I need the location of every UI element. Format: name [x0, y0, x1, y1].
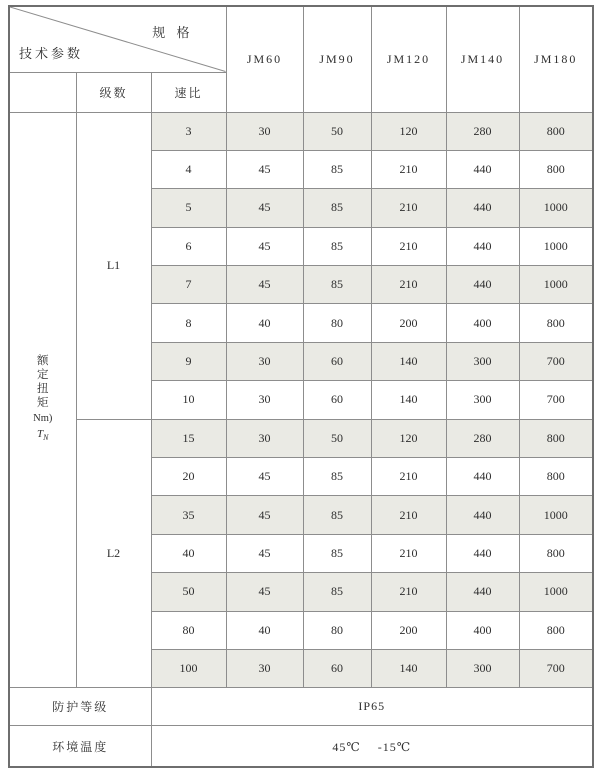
model-column-header-jm90: JM90 [303, 6, 371, 112]
torque-value-cell: 440 [446, 189, 519, 227]
torque-value-cell: 210 [371, 266, 446, 304]
torque-value-cell: 400 [446, 611, 519, 649]
torque-value-cell: 800 [519, 150, 593, 188]
torque-value-cell: 30 [226, 342, 303, 380]
torque-value-cell: 80 [303, 611, 371, 649]
ambient-temperature-value: 45℃ -15℃ [151, 726, 593, 767]
torque-value-cell: 45 [226, 534, 303, 572]
torque-value-cell: 300 [446, 649, 519, 687]
torque-value-cell: 440 [446, 534, 519, 572]
ratio-cell: 80 [151, 611, 226, 649]
ratio-cell: 15 [151, 419, 226, 457]
torque-value-cell: 400 [446, 304, 519, 342]
torque-value-cell: 210 [371, 189, 446, 227]
torque-value-cell: 1000 [519, 189, 593, 227]
ratio-cell: 3 [151, 112, 226, 150]
diagonal-header-cell [9, 6, 226, 72]
torque-value-cell: 30 [226, 419, 303, 457]
protection-grade-row [9, 688, 593, 726]
torque-value-cell: 800 [519, 304, 593, 342]
stage-count-header: 级数 [76, 72, 151, 112]
torque-value-cell: 45 [226, 189, 303, 227]
torque-value-cell: 45 [226, 496, 303, 534]
torque-value-cell: 280 [446, 419, 519, 457]
blank-header-cell [9, 72, 76, 112]
ratio-cell: 7 [151, 266, 226, 304]
stage-cell-l2: L2 [76, 419, 151, 688]
torque-value-cell: 45 [226, 573, 303, 611]
torque-value-cell: 800 [519, 419, 593, 457]
ratio-cell: 100 [151, 649, 226, 687]
torque-value-cell: 210 [371, 573, 446, 611]
torque-value-cell: 85 [303, 227, 371, 265]
rated-torque-label-cell: 额 定 扭 矩 Nm) $T_N$ [9, 112, 76, 688]
torque-value-cell: 1000 [519, 227, 593, 265]
torque-value-cell: 200 [371, 611, 446, 649]
torque-value-cell: 60 [303, 649, 371, 687]
torque-value-cell: 45 [226, 458, 303, 496]
torque-value-cell: 440 [446, 573, 519, 611]
torque-value-cell: 1000 [519, 573, 593, 611]
protection-grade-label: 防护等级 [9, 688, 151, 726]
torque-value-cell: 85 [303, 496, 371, 534]
torque-value-cell: 85 [303, 150, 371, 188]
ratio-cell: 50 [151, 573, 226, 611]
torque-value-cell: 50 [303, 112, 371, 150]
torque-value-cell: 210 [371, 534, 446, 572]
torque-value-cell: 45 [226, 266, 303, 304]
params-axis-label: 技术参数 [19, 45, 84, 61]
ratio-cell: 4 [151, 150, 226, 188]
torque-value-cell: 85 [303, 573, 371, 611]
torque-value-cell: 210 [371, 496, 446, 534]
torque-value-cell: 1000 [519, 496, 593, 534]
torque-value-cell: 440 [446, 227, 519, 265]
torque-value-cell: 440 [446, 266, 519, 304]
table-row [9, 419, 593, 457]
ambient-temperature-label: 环境温度 [9, 726, 151, 767]
torque-value-cell: 85 [303, 534, 371, 572]
stage-cell-l1: L1 [76, 112, 151, 419]
ratio-cell: 40 [151, 534, 226, 572]
torque-value-cell: 50 [303, 419, 371, 457]
technical-parameters-table [8, 5, 594, 768]
model-column-header-jm140: JM140 [446, 6, 519, 112]
model-column-header-jm120: JM120 [371, 6, 446, 112]
torque-value-cell: 30 [226, 649, 303, 687]
ratio-cell: 9 [151, 342, 226, 380]
ratio-cell: 8 [151, 304, 226, 342]
torque-value-cell: 30 [226, 112, 303, 150]
torque-value-cell: 45 [226, 150, 303, 188]
torque-value-cell: 800 [519, 112, 593, 150]
torque-value-cell: 700 [519, 381, 593, 419]
torque-value-cell: 60 [303, 342, 371, 380]
torque-value-cell: 80 [303, 304, 371, 342]
torque-value-cell: 200 [371, 304, 446, 342]
ratio-cell: 5 [151, 189, 226, 227]
model-column-header-jm180: JM180 [519, 6, 593, 112]
torque-value-cell: 140 [371, 381, 446, 419]
torque-value-cell: 140 [371, 342, 446, 380]
torque-value-cell: 1000 [519, 266, 593, 304]
torque-value-cell: 210 [371, 150, 446, 188]
torque-value-cell: 210 [371, 458, 446, 496]
torque-value-cell: 120 [371, 419, 446, 457]
ratio-cell: 20 [151, 458, 226, 496]
torque-value-cell: 800 [519, 611, 593, 649]
torque-value-cell: 140 [371, 649, 446, 687]
header-row-1 [9, 6, 593, 72]
torque-value-cell: 40 [226, 611, 303, 649]
torque-value-cell: 300 [446, 342, 519, 380]
torque-value-cell: 40 [226, 304, 303, 342]
torque-value-cell: 440 [446, 458, 519, 496]
ratio-cell: 6 [151, 227, 226, 265]
torque-value-cell: 120 [371, 112, 446, 150]
speed-ratio-header: 速比 [151, 72, 226, 112]
torque-value-cell: 800 [519, 458, 593, 496]
torque-value-cell: 440 [446, 496, 519, 534]
torque-value-cell: 440 [446, 150, 519, 188]
ratio-cell: 35 [151, 496, 226, 534]
torque-value-cell: 85 [303, 266, 371, 304]
ambient-temperature-row [9, 726, 593, 767]
torque-value-cell: 45 [226, 227, 303, 265]
torque-value-cell: 700 [519, 649, 593, 687]
torque-value-cell: 300 [446, 381, 519, 419]
torque-value-cell: 800 [519, 534, 593, 572]
torque-value-cell: 280 [446, 112, 519, 150]
torque-value-cell: 85 [303, 189, 371, 227]
spec-axis-label: 规 格 [152, 25, 194, 40]
torque-value-cell: 700 [519, 342, 593, 380]
protection-grade-value: IP65 [151, 688, 593, 726]
torque-value-cell: 210 [371, 227, 446, 265]
ratio-cell: 10 [151, 381, 226, 419]
table-row [9, 112, 593, 150]
torque-value-cell: 85 [303, 458, 371, 496]
torque-value-cell: 60 [303, 381, 371, 419]
torque-value-cell: 30 [226, 381, 303, 419]
model-column-header-jm60: JM60 [226, 6, 303, 112]
